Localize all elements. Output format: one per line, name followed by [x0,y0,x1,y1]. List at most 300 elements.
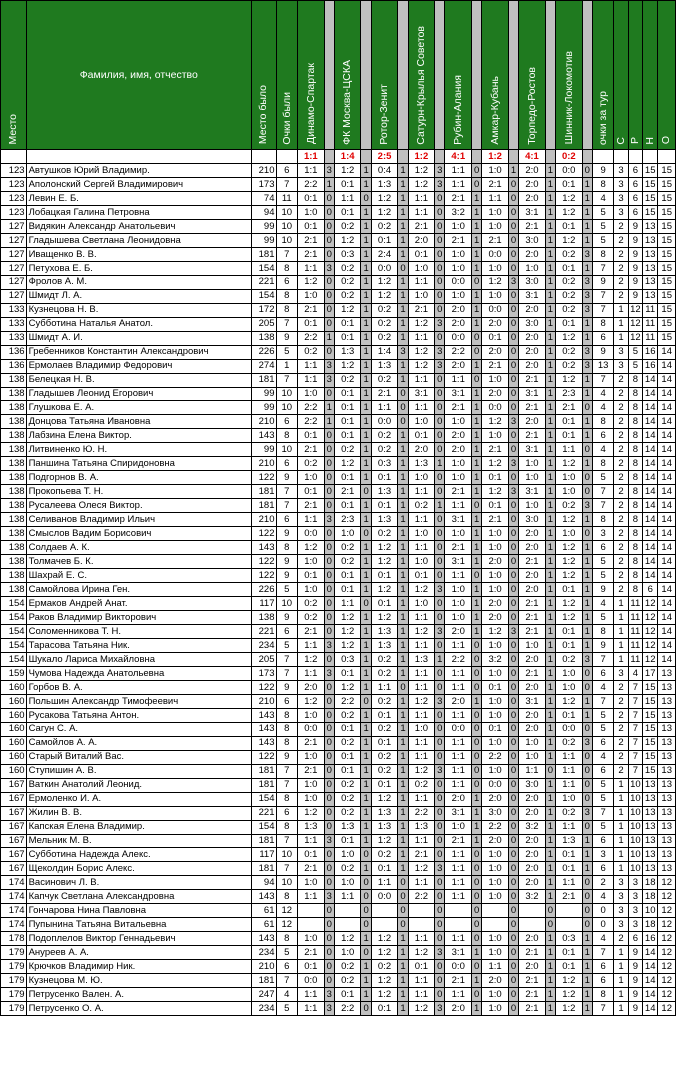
prediction-points-cell: 1 [545,387,555,401]
table-row [1,960,676,974]
prediction-cell: 3:1 [519,387,546,401]
prediction-cell: 2:1 [298,247,325,261]
table-row [1,750,676,764]
prediction-cell: 1:2 [408,345,435,359]
prediction-points-cell: 1 [361,960,371,974]
prediction-cell: 2:0 [445,624,472,638]
points-before-cell: 6 [276,624,298,638]
s-cell: 3 [614,918,628,932]
prediction-points-cell: 3 [582,499,592,513]
name-cell: Шукало Лариса Михайловна [26,652,251,666]
name-cell: Ермаков Андрей Анат. [26,597,251,611]
prediction-cell: 2:0 [519,848,546,862]
place-cell: 136 [1,359,27,373]
prediction-cell [334,904,361,918]
place-cell: 160 [1,736,27,750]
prediction-cell: 1:2 [556,569,583,583]
prediction-cell: 1:2 [371,583,398,597]
n-cell: 13 [643,848,658,862]
prediction-points-cell: 0 [398,261,408,275]
prediction-cell: 3:2 [519,820,546,834]
prediction-points-cell: 0 [508,778,518,792]
place-cell: 138 [1,443,27,457]
prediction-cell: 1:1 [445,890,472,904]
points-before-cell: 9 [276,680,298,694]
prediction-points-cell: 1 [361,932,371,946]
prediction-cell: 1:3 [408,652,435,666]
place-cell: 160 [1,680,27,694]
prediction-points-cell: 1 [582,988,592,1002]
prediction-cell: 0:0 [445,331,472,345]
prediction-cell: 1:0 [482,1002,509,1016]
tour-points-cell: 2 [592,876,614,890]
prediction-points-cell: 0 [435,275,445,289]
prediction-points-cell: 1 [582,261,592,275]
prediction-cell: 1:0 [408,527,435,541]
table-row [1,233,676,247]
prediction-points-cell: 0 [398,387,408,401]
prediction-cell: 2:0 [519,569,546,583]
n-cell: 14 [643,541,658,555]
prediction-points-cell: 1 [545,708,555,722]
place-cell: 138 [1,429,27,443]
col-match-points-header [398,1,408,150]
prediction-points-cell: 0 [435,792,445,806]
prediction-cell: 0:2 [371,373,398,387]
place-cell: 133 [1,317,27,331]
n-cell: 13 [643,820,658,834]
prediction-cell: 2:2 [298,331,325,345]
table-row [1,974,676,988]
o-cell: 14 [658,541,676,555]
o-cell: 14 [658,527,676,541]
prediction-cell: 1:0 [298,471,325,485]
prediction-cell: 1:2 [556,457,583,471]
col-place-before-header: Место было [251,1,276,150]
prediction-cell: 2:0 [519,834,546,848]
prediction-cell: 0:2 [334,960,361,974]
prediction-points-cell: 0 [324,974,334,988]
prediction-cell: 0:2 [556,275,583,289]
prediction-points-cell: 0 [508,848,518,862]
points-before-cell: 4 [276,988,298,1002]
prediction-cell: 1:2 [371,792,398,806]
col-match-header: Амкар-Кубань [482,1,509,150]
points-before-cell: 8 [276,303,298,317]
prediction-points-cell: 3 [582,275,592,289]
name-cell: Ступишин А. В. [26,764,251,778]
prediction-points-cell: 1 [582,569,592,583]
prediction-cell: 1:2 [334,457,361,471]
prediction-points-cell: 1 [545,778,555,792]
s-cell: 1 [614,317,628,331]
points-before-cell: 7 [276,177,298,191]
match-result: 1:2 [482,150,509,164]
prediction-points-cell: 1 [435,652,445,666]
prediction-points-cell: 0 [508,429,518,443]
col-match-points-header [324,1,334,150]
prediction-cell: 2:1 [519,974,546,988]
prediction-points-cell: 0 [472,331,482,345]
table-row [1,708,676,722]
prediction-points-cell: 0 [324,946,334,960]
prediction-points-cell: 0 [508,317,518,331]
tour-points-cell: 4 [592,443,614,457]
prediction-points-cell: 0 [435,876,445,890]
n-cell: 15 [643,205,658,219]
prediction-points-cell: 1 [545,429,555,443]
n-cell: 12 [643,638,658,652]
prediction-cell [445,904,472,918]
s-cell: 2 [614,555,628,569]
place-cell: 174 [1,904,27,918]
prediction-cell: 1:1 [445,638,472,652]
prediction-points-cell: 0 [324,680,334,694]
col-match-header: Ротор-Зенит [371,1,398,150]
prediction-cell: 0:3 [556,932,583,946]
prediction-points-cell: 0 [582,918,592,932]
prediction-cell: 1:1 [334,597,361,611]
prediction-points-cell: 1 [545,638,555,652]
prediction-cell: 0:1 [334,387,361,401]
name-cell: Жилин В. В. [26,806,251,820]
match-result: 1:1 [298,150,325,164]
s-cell: 1 [614,778,628,792]
prediction-cell: 1:2 [334,611,361,625]
prediction-points-cell: 0 [324,932,334,946]
points-before-cell: 10 [276,401,298,415]
prediction-cell: 0:1 [556,429,583,443]
prediction-cell: 1:0 [482,666,509,680]
s-cell: 2 [614,708,628,722]
points-before-cell: 8 [276,722,298,736]
points-before-cell: 5 [276,638,298,652]
prediction-cell: 1:1 [408,988,435,1002]
prediction-points-cell: 0 [582,485,592,499]
tour-points-cell: 4 [592,890,614,904]
prediction-points-cell: 1 [398,289,408,303]
prediction-points-cell: 0 [508,764,518,778]
s-cell: 2 [614,527,628,541]
prediction-cell: 1:2 [556,555,583,569]
prediction-cell: 1:0 [408,261,435,275]
prediction-points-cell: 0 [582,471,592,485]
prediction-cell: 0:2 [371,750,398,764]
prediction-points-cell: 1 [545,219,555,233]
prediction-points-cell: 0 [582,401,592,415]
tour-points-cell: 9 [592,583,614,597]
prediction-points-cell: 0 [508,261,518,275]
prediction-cell: 2:4 [371,247,398,261]
prediction-cell: 1:1 [408,401,435,415]
prediction-points-cell: 3 [324,890,334,904]
prediction-points-cell: 0 [324,624,334,638]
name-cell: Гребенников Константин Александрович [26,345,251,359]
place-before-cell: 138 [251,331,276,345]
results-gap [508,150,518,164]
o-cell: 14 [658,373,676,387]
s-cell: 2 [614,499,628,513]
prediction-points-cell: 1 [545,513,555,527]
n-cell: 10 [643,904,658,918]
prediction-cell: 1:2 [482,457,509,471]
n-cell: 18 [643,876,658,890]
s-cell: 2 [614,219,628,233]
points-before-cell: 8 [276,820,298,834]
name-cell: Ануреев А. А. [26,946,251,960]
points-before-cell: 7 [276,862,298,876]
name-cell: Русакова Татьяна Антон. [26,708,251,722]
prediction-cell: 0:2 [371,722,398,736]
prediction-cell: 2:0 [519,708,546,722]
table-row [1,764,676,778]
prediction-cell: 2:1 [408,219,435,233]
col-place-header: Место [1,1,27,150]
prediction-points-cell: 0 [472,862,482,876]
place-before-cell: 143 [251,722,276,736]
prediction-cell: 1:2 [298,694,325,708]
s-cell: 1 [614,946,628,960]
prediction-points-cell: 0 [508,555,518,569]
tour-points-cell: 8 [592,247,614,261]
prediction-points-cell: 1 [582,429,592,443]
place-cell: 154 [1,638,27,652]
prediction-points-cell: 1 [361,513,371,527]
n-cell: 14 [643,471,658,485]
r-cell: 10 [630,849,641,861]
prediction-cell: 0:0 [371,890,398,904]
place-cell: 138 [1,485,27,499]
prediction-points-cell: 0 [324,848,334,862]
prediction-points-cell: 1 [398,177,408,191]
prediction-cell: 0:2 [334,708,361,722]
place-before-cell: 181 [251,373,276,387]
o-cell: 13 [658,680,676,694]
prediction-cell: 0:2 [371,303,398,317]
prediction-cell: 1:1 [371,401,398,415]
r-cell: 3 [628,876,642,890]
prediction-cell: 1:2 [556,331,583,345]
prediction-points-cell: 0 [508,359,518,373]
prediction-points-cell: 0 [324,541,334,555]
prediction-cell: 2:0 [519,722,546,736]
r-cell: 12 [630,318,641,330]
prediction-points-cell: 1 [582,583,592,597]
points-before-cell: 10 [276,443,298,457]
prediction-cell: 0:2 [371,666,398,680]
n-cell: 13 [643,862,658,876]
prediction-cell: 2:0 [519,806,546,820]
n-cell: 15 [643,164,658,178]
prediction-cell: 0:1 [371,471,398,485]
prediction-cell: 1:0 [445,219,472,233]
prediction-cell: 2:1 [482,513,509,527]
prediction-cell: 0:0 [482,303,509,317]
prediction-cell: 1:1 [408,331,435,345]
prediction-cell: 1:1 [298,638,325,652]
place-cell: 138 [1,415,27,429]
prediction-cell: 0:1 [371,1002,398,1016]
prediction-points-cell: 1 [324,401,334,415]
n-cell: 11 [643,303,658,317]
s-cell: 2 [614,680,628,694]
tour-points-cell: 9 [592,164,614,178]
place-before-cell: 221 [251,806,276,820]
prediction-points-cell: 1 [582,555,592,569]
prediction-points-cell: 0 [508,694,518,708]
s-cell: 1 [614,988,628,1002]
prediction-points-cell: 1 [361,736,371,750]
prediction-points-cell: 1 [472,555,482,569]
place-before-cell: 138 [251,611,276,625]
prediction-points-cell: 1 [545,722,555,736]
prediction-cell: 2:1 [298,736,325,750]
prediction-cell: 0:1 [556,415,583,429]
tour-points-cell: 4 [592,387,614,401]
o-cell: 13 [658,722,676,736]
s-cell: 2 [614,932,628,946]
prediction-points-cell: 0 [324,736,334,750]
o-cell: 12 [658,974,676,988]
place-before-cell: 234 [251,638,276,652]
place-cell: 138 [1,471,27,485]
prediction-cell: 0:1 [371,499,398,513]
prediction-points-cell: 1 [582,191,592,205]
r-cell: 4 [628,666,642,680]
prediction-points-cell: 1 [472,401,482,415]
prediction-points-cell: 3 [435,862,445,876]
prediction-cell: 1:0 [556,680,583,694]
place-cell: 138 [1,457,27,471]
place-cell: 138 [1,401,27,415]
prediction-cell: 1:1 [298,1002,325,1016]
prediction-points-cell: 1 [361,611,371,625]
place-before-cell: 247 [251,988,276,1002]
prediction-cell: 1:1 [408,373,435,387]
prediction-cell: 0:1 [334,722,361,736]
prediction-points-cell: 1 [361,569,371,583]
points-before-cell: 9 [276,331,298,345]
prediction-points-cell: 0 [324,275,334,289]
prediction-cell [298,918,325,932]
prediction-points-cell: 0 [324,317,334,331]
prediction-points-cell: 1 [582,960,592,974]
prediction-points-cell: 1 [398,219,408,233]
prediction-points-cell: 1 [472,513,482,527]
prediction-points-cell: 1 [545,1002,555,1016]
prediction-cell: 2:0 [519,331,546,345]
prediction-points-cell: 0 [324,778,334,792]
prediction-cell: 1:0 [482,429,509,443]
place-before-cell: 205 [251,317,276,331]
prediction-points-cell: 1 [398,569,408,583]
prediction-cell: 1:1 [445,932,472,946]
prediction-cell: 0:1 [371,569,398,583]
n-cell: 17 [643,666,658,680]
prediction-cell: 2:2 [445,652,472,666]
table-row [1,387,676,401]
prediction-cell: 1:2 [371,932,398,946]
prediction-cell: 1:2 [482,485,509,499]
table-row [1,597,676,611]
prediction-cell: 1:2 [556,205,583,219]
o-cell: 14 [658,457,676,471]
prediction-points-cell: 0 [435,541,445,555]
prediction-points-cell: 0 [361,694,371,708]
s-cell: 2 [614,694,628,708]
prediction-cell: 1:0 [408,555,435,569]
prediction-points-cell: 0 [435,666,445,680]
s-cell: 2 [614,289,628,303]
col-name-header: Фамилия, имя, отчество [26,1,251,150]
prediction-points-cell: 1 [435,499,445,513]
prediction-cell: 0:1 [482,471,509,485]
prediction-points-cell: 1 [545,415,555,429]
s-cell: 3 [614,876,628,890]
prediction-cell: 0:0 [556,722,583,736]
name-cell: Петрусенко Вален. А. [26,988,251,1002]
tour-points-cell: 7 [592,1002,614,1016]
prediction-points-cell: 1 [545,736,555,750]
prediction-points-cell: 3 [582,806,592,820]
table-row [1,359,676,373]
prediction-points-cell: 1 [545,988,555,1002]
prediction-cell: 2:2 [408,890,435,904]
n-cell: 14 [643,527,658,541]
prediction-points-cell: 0 [361,191,371,205]
prediction-points-cell: 0 [435,233,445,247]
prediction-cell: 0:1 [334,988,361,1002]
results-blank [614,150,628,164]
prediction-points-cell: 1 [361,988,371,1002]
prediction-cell: 1:1 [408,513,435,527]
tour-points-cell: 6 [592,862,614,876]
n-cell: 13 [643,275,658,289]
prediction-points-cell: 0 [508,946,518,960]
prediction-cell: 1:0 [408,471,435,485]
prediction-cell: 1:4 [371,345,398,359]
prediction-cell: 1:2 [556,988,583,1002]
prediction-points-cell: 1 [545,471,555,485]
prediction-points-cell: 1 [398,862,408,876]
prediction-cell: 1:0 [298,708,325,722]
prediction-points-cell: 0 [324,960,334,974]
prediction-cell: 0:2 [298,597,325,611]
n-cell: 14 [643,443,658,457]
prediction-points-cell: 1 [472,261,482,275]
prediction-points-cell: 0 [435,848,445,862]
n-cell: 13 [643,792,658,806]
prediction-cell: 2:0 [519,247,546,261]
results-blank [276,150,298,164]
table-row [1,988,676,1002]
prediction-points-cell: 1 [398,722,408,736]
prediction-points-cell: 1 [398,275,408,289]
prediction-points-cell: 0 [324,569,334,583]
place-before-cell: 74 [251,191,276,205]
prediction-cell: 0:1 [298,485,325,499]
prediction-cell: 1:1 [445,876,472,890]
prediction-cell: 2:1 [445,191,472,205]
prediction-cell: 3:1 [519,485,546,499]
prediction-cell: 1:2 [556,611,583,625]
place-before-cell: 181 [251,485,276,499]
prediction-cell: 2:2 [298,177,325,191]
table-row [1,946,676,960]
table-row [1,331,676,345]
prediction-cell: 1:0 [482,541,509,555]
prediction-cell [408,904,435,918]
